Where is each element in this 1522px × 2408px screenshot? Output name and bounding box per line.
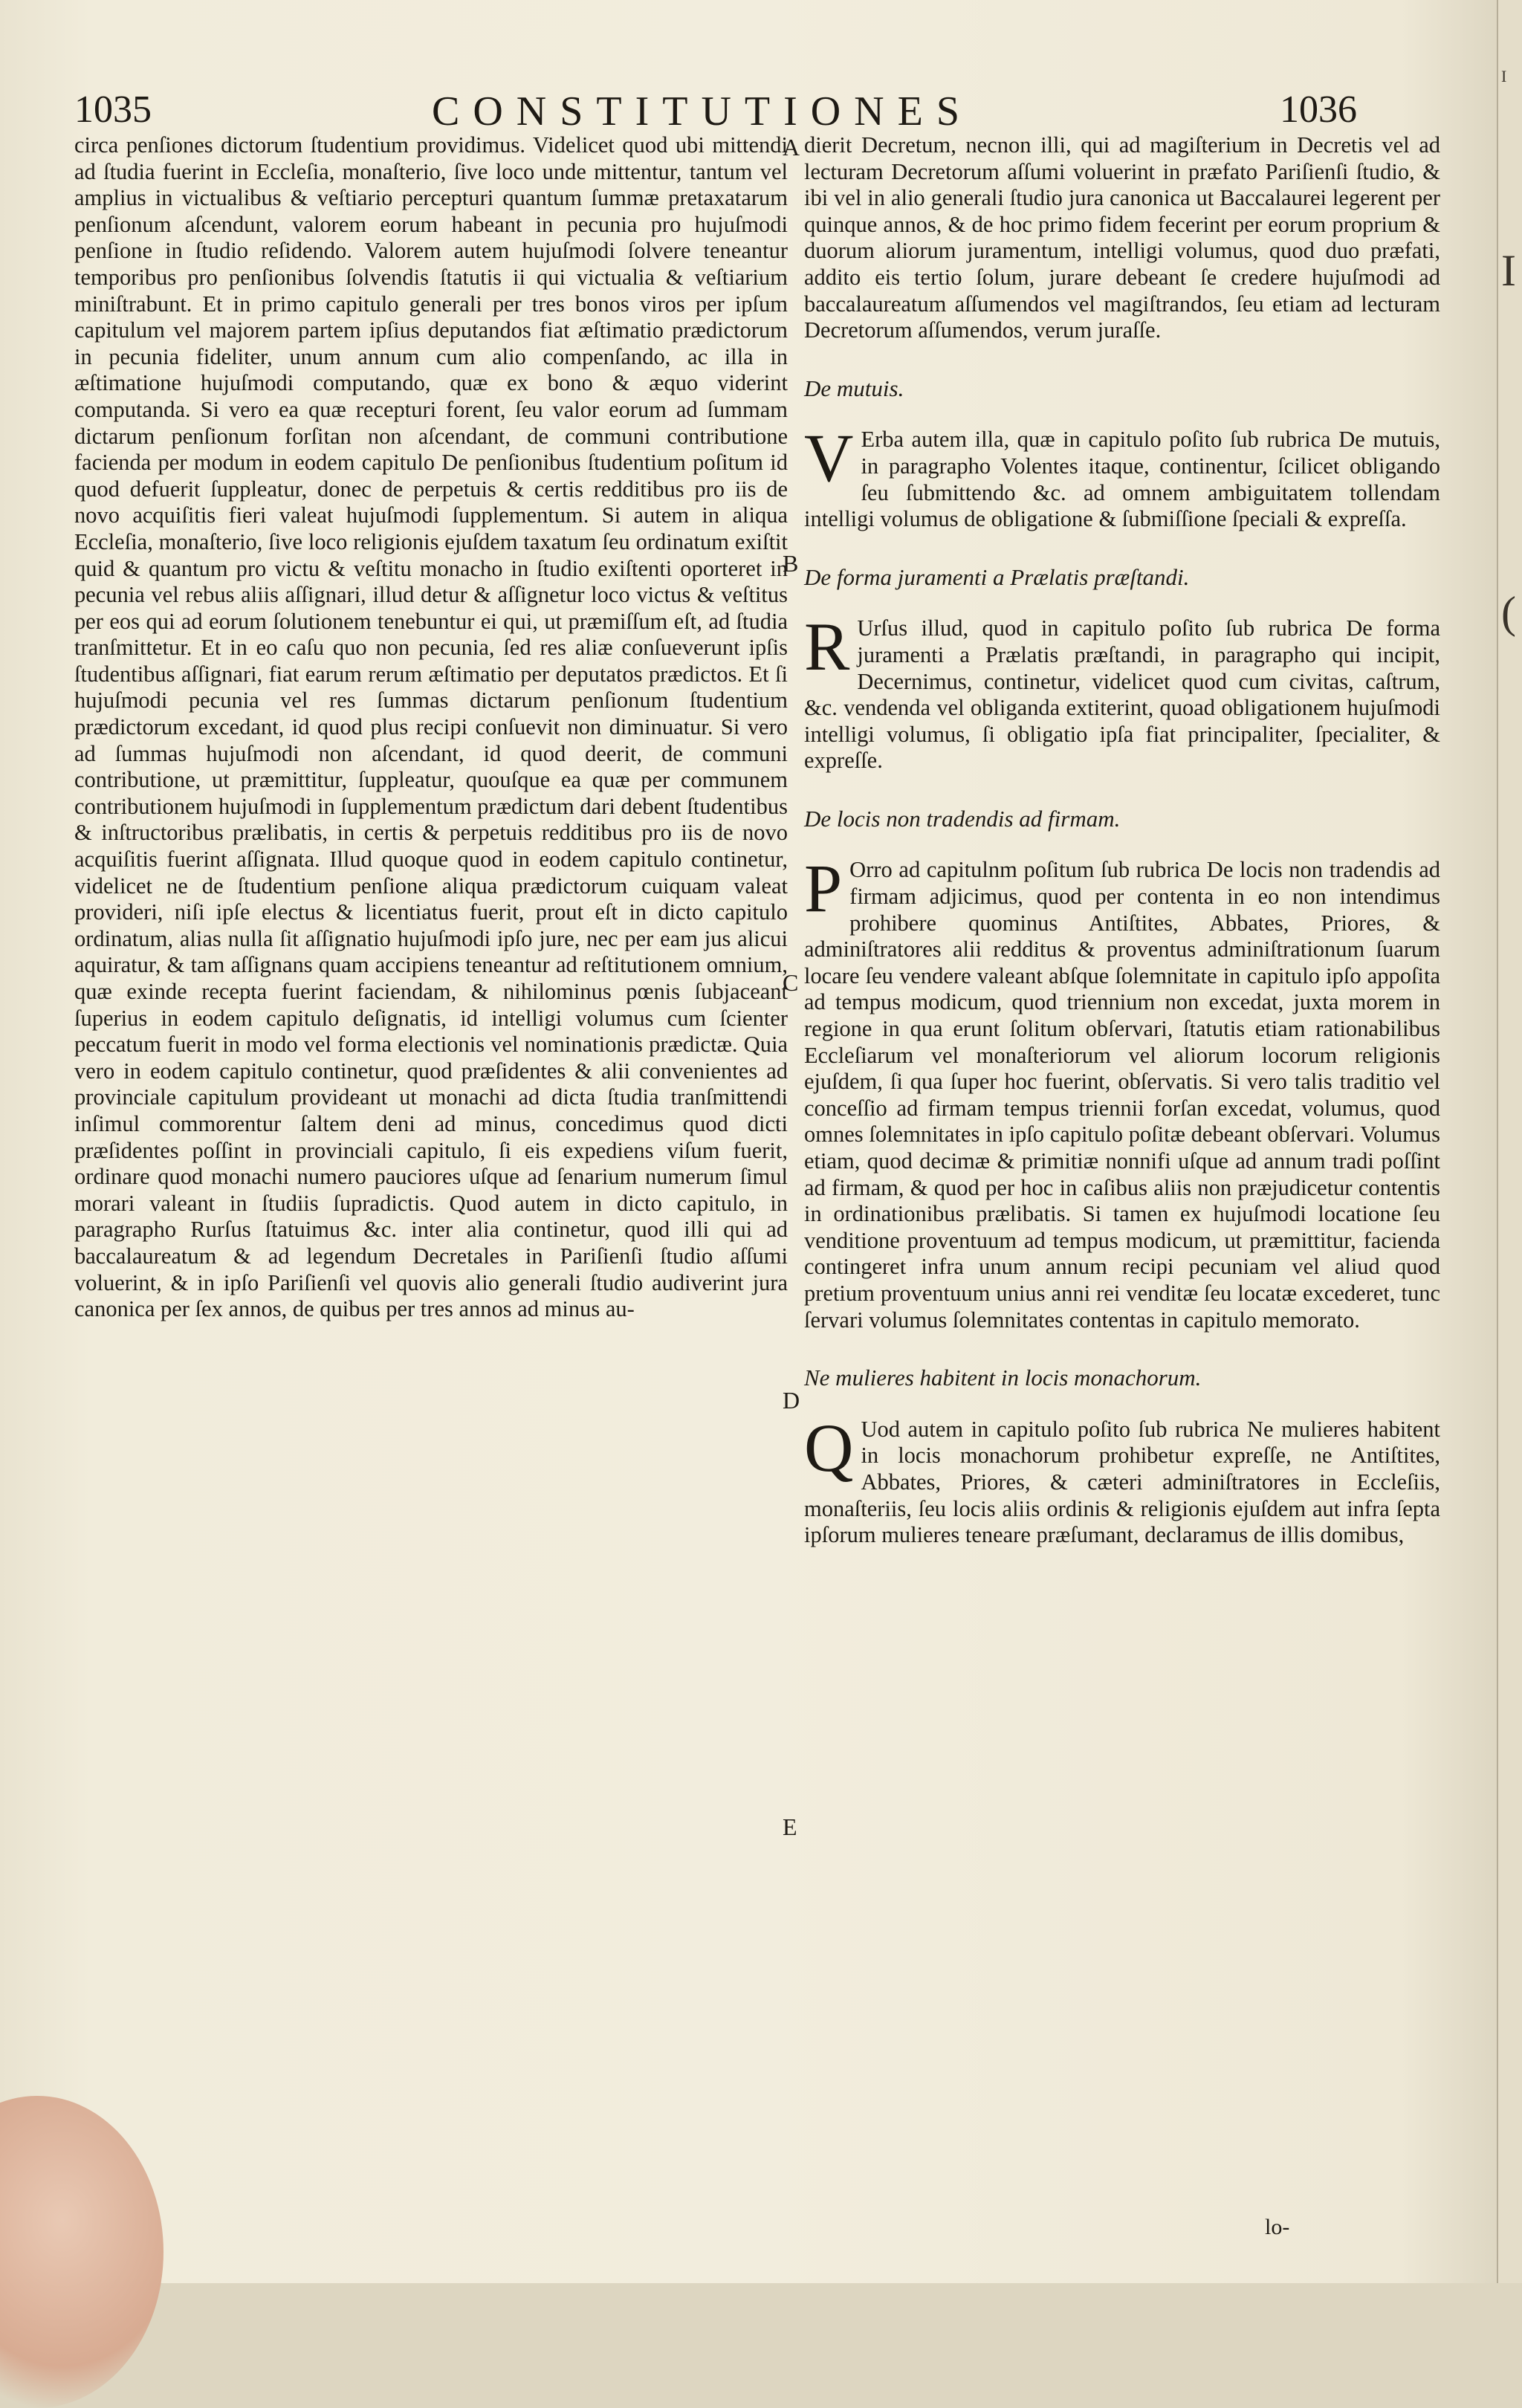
section-paragraph [804, 1409, 1440, 1549]
drop-cap: Q [804, 1409, 854, 1486]
section-heading: De mutuis. [804, 375, 904, 401]
catchword: lo- [1265, 2215, 1290, 2239]
section-paragraph [804, 850, 1440, 1333]
thumb [0, 2096, 163, 2408]
drop-cap: R [804, 609, 850, 685]
section-text: Erba autem illa, quæ in capitulo poſito ſub rubrica De mutuis, in paragrapho Volentes itaque, continentur, ſcilicet obligando ſeu ſubmittendo &c. ad omnem ambiguitatem tollendam intelligi volumus de obligatione & ſubmiſſione ſpeciali & expreſſa. [804, 427, 1440, 532]
section-heading: De forma juramenti a Prælatis præſtandi. [804, 563, 1190, 590]
left-column [74, 132, 788, 1323]
margin-letter-e: E [783, 1813, 797, 1840]
section-heading: De locis non tradendis ad firmam. [804, 805, 1121, 832]
left-column-text: circa penſiones dictorum ſtudentium providimus. Videlicet quod ubi mittendi ad ſtudia fuerint in Eccleſia, monaſterio, ſive loco unde mittentur, tantum vel amplius in victualibus & veſtiario percepturi quantum ſummæ pretaxatarum penſionum aſcendunt, valorem eorum habeant in pecunia pro hujuſmodi penſione in ſtudio reſidendo. Valorem autem hujuſmodi ſolvere teneantur temporibus pro penſionibus ſolvendis ſtatutis ii qui victualia & veſtiarium miniſtrabunt. Et in primo capitulo generali per tres bonos viros per ipſum capitulum vel majorem partem ipſius deputandos fiat æſtimatio prædictorum in pecunia fideliter, unum annum cum alio compenſando, ac illa in æſtimatione hujuſmodi computando, quæ ex bono & æquo viderint computanda. Si vero ea quæ recepturi forent, ſeu valor eorum ad ſummam dictarum penſionum forſitan non aſcendant, de communi contributione facienda per modum in eodem capitulo De penſionibus ſtudentium poſitum id quod defuerit ſuppleatur, donec de perpetuis & certis redditibus pro iis de novo acquiſitis fieri valeat hujuſmodi ſupplementum. Si autem in aliqua Eccleſia, monaſterio, ſive loco religionis ejuſdem taxatum ſeu ordinatum exiſtit quid & quantum pro victu & veſtitu monacho in ſtudio exiſtenti oporteret in pecunia vel rebus aliis aſſignari, illud detur & aſſignetur loco victus & veſtitus per eos qui ad eorum ſolutionem tenebuntur ei qui, ut præmiſſum eſt, ad ſtudia tranſmittetur. Et in eo caſu quo non pecunia, ſed res aliæ conſueverunt ipſis ſtudentibus aſſignari, fiat earum rerum æſtimatio per deputatos prædictos. Et ſi hujuſmodi pecunia vel res ſummas dictarum penſionum ſtudentium prædictorum excedant, id quod plus recipi conſuevit non diminuatur. Si vero ad ſummas hujuſmodi non aſcendant, id quod deerit, de communi contributione, ut præmittitur, ſuppleatur, quouſque ea quæ per communem contributionem hujuſmodi in ſupplementum prædictum dari debent ſtudentibus & inſtructoribus prælibatis, in certis & perpetuis redditibus pro iis de novo acquiſitis fuerint aſſignata. Illud quoque quod in eodem capitulo continetur, videlicet ne de ſtudentium penſione aliqua prædictorum cuiquam valeat provideri, niſi ipſe electus & licentiatus fuerit, prout eſt in dicto capitulo ordinatum, alias nulla ſit aſſignatio hujuſmodi ipſo jure, nec per eam jus alicui aquiratur, & tam aſſignans quam accipiens teneantur ad reſtitutionem omnium, quæ exinde recepta fuerint faciendam, & nihilominus pœnis ſubjaceant ſuperius in eodem capitulo deſignatis, id intelligi volumus cum ſcienter peccatum fuerit in modo vel forma electionis vel nominationis prædictæ. Quia vero in eodem capitulo continetur, quod præſidentes & alii convenientes ad provinciale capitulum provideant ut monachi ad dicta ſtudia tranſmittendi inſimul commorentur ſaltem deni ad minus, concedimus quod dicti præſidentes poſſint in provinciali capitulo, ſi eis expediens viſum fuerit, ordinare quod monachi numero pauciores uſque ad ſenarium numerum ſimul morari valeant in ſtudiis ſupradictis. Quod autem in dicto capitulo, in paragrapho Rurſus ſtatuimus &c. inter alia continetur, quod illi qui ad baccalaureatum & ad legendum Decretales in Pariſienſi ſtudio aſſumi voluerint, & in ipſo Pariſienſi vel quovis alio generali ſtudio audiverint jura canonica per ſex annos, de quibus per tres annos ad minus au- [74, 132, 788, 1322]
section-text: Uod autem in capitulo poſito ſub rubrica Ne mulieres habitent in locis monachorum prohibetur expreſſe, ne Antiſtites, Abbates, Priores, & cæteri adminiſtratores in Eccleſiis, monaſteriis, ſeu locis aliis ordinis & religionis ejuſdem aut infra ſepta ipſorum mulieres teneare præſumant, declaramus de illis domibus, [804, 1416, 1440, 1548]
margin-letter-b: B [783, 550, 799, 577]
right-column-intro: dierit Decretum, necnon illi, qui ad magiſterium in Decretis vel ad lecturam Decretorum aſſumi voluerint in præfato Pariſienſi ſtudio, & ibi vel in alio generali ſtudio jura canonica ut Baccalaurei legerent per quinque annos, & de hoc primo fidem fecerint per eorum proprium & duorum aliorum juramentum, intelligi volumus, quod duo præfati, addito eis tertio ſolum, jurare debeant ſe credere hujuſmodi ad baccalaureatum aſſumendos vel magiſtrandos, ſeu etiam ad lecturam Decretorum aſſumendos, verum juraſſe. [804, 132, 1440, 343]
section-paragraph [804, 609, 1440, 774]
right-column [804, 132, 1440, 1549]
page-number-left: 1035 [74, 88, 152, 131]
next-page-edge: I I ( [1497, 0, 1522, 2283]
page-number-right: 1036 [1280, 88, 1357, 131]
running-title: CONSTITUTIONES [432, 88, 973, 135]
margin-letter-c: C [783, 969, 799, 996]
margin-letter-d: D [783, 1387, 800, 1414]
section-paragraph [804, 420, 1440, 532]
section-heading: Ne mulieres habitent in locis monachorum. [804, 1365, 1202, 1391]
drop-cap: V [804, 420, 854, 496]
section-text: Orro ad capitulnm poſitum ſub rubrica De locis non tradendis ad firmam adjicimus, quod per contenta in eo non intendimus prohibere quominus Antiſtites, Abbates, Priores, & adminiſtratores alii redditus & proventus adminiſtrationum ſuarum locare ſeu vendere valeant abſque ſolemnitate in capitulo ipſo appoſita ad tempus modicum, quod triennium non excedat, juxta morem in regione in qua erunt ſolitum obſervari, ſtatutis etiam rationabilibus Eccleſiarum vel monaſteriorum vel aliorum locorum religionis ejuſdem, ſi qua ſuper hoc fuerint, obſervatis. Si vero talis traditio vel conceſſio ad firmam tempus triennii forſan excedat, volumus, quod omnes ſolemnitates in ipſo capitulo poſitæ debeant obſervari. Volumus etiam, quod decimæ & primitiæ nonnifi uſque ad annum tradi poſſint ad firmam, & quod per hoc in caſibus aliis non præjudicetur contentis in ordinationibus prælibatis. Si tamen ex hujuſmodi locatione ſeu venditione proventuum ad tempus modicum, ut præmittitur, facienda contingeret infra unum annum recipi pecuniam vel aliud quod pretium proventuum unius anni rei venditæ ſeu locatæ excederet, tunc ſervari volumus ſolemnitates contentas in capitulo memorato. [804, 857, 1440, 1333]
drop-cap: P [804, 850, 843, 927]
margin-letter-a: A [783, 134, 800, 161]
section-text: Urſus illud, quod in capitulo poſito ſub rubrica De forma juramenti a Prælatis præſtandi, in paragrapho qui incipit, Decernimus, continetur, videlicet quod cum civitas, caſtrum, &c. vendenda vel obliganda extiterint, quoad obligationem hujuſmodi intelligi volumus, ſi obligatio ipſa fiat principaliter, ſpecialiter, & expreſſe. [804, 615, 1440, 774]
